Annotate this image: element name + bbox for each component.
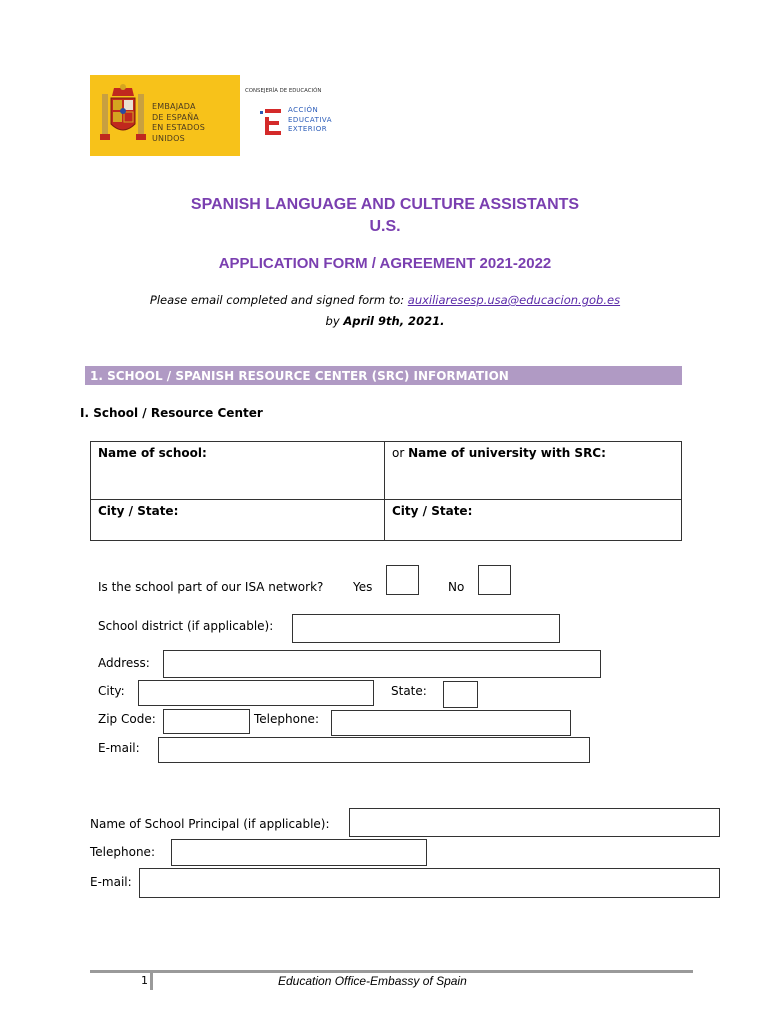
school-district-field[interactable]	[292, 614, 560, 643]
accion-educativa-icon	[260, 109, 284, 137]
document-title: SPANISH LANGUAGE AND CULTURE ASSISTANTS	[190, 196, 580, 213]
telephone-field[interactable]	[331, 710, 571, 736]
telephone-label: Telephone:	[254, 712, 319, 726]
city-state-label: City / State:	[98, 504, 179, 518]
isa-network-question: Is the school part of our ISA network?	[98, 580, 324, 594]
city-field[interactable]	[138, 680, 374, 706]
embassy-logo-panel	[90, 75, 240, 156]
footer-page-divider	[150, 970, 153, 990]
name-of-school-label: Name of school:	[98, 446, 207, 460]
page-number: 1	[141, 974, 148, 987]
university-label: or Name of university with SRC:	[392, 446, 606, 460]
submission-deadline: by April 9th, 2021.	[325, 314, 445, 328]
state-label: State:	[391, 684, 427, 698]
school-city-state-field[interactable]	[92, 520, 382, 538]
zip-code-label: Zip Code:	[98, 712, 156, 726]
deadline-date: April 9th, 2021.	[343, 314, 445, 328]
principal-telephone-field[interactable]	[171, 839, 427, 866]
table-divider	[90, 499, 681, 500]
coat-of-arms-icon	[100, 84, 146, 146]
src-city-state-label: City / State:	[392, 504, 473, 518]
consejeria-label: CONSEJERÍA DE EDUCACIÓN	[245, 88, 322, 94]
education-logo-panel	[240, 75, 341, 156]
isa-no-checkbox[interactable]	[478, 565, 511, 595]
principal-email-label: E-mail:	[90, 875, 132, 889]
footer-rule	[90, 970, 693, 973]
isa-no-label: No	[448, 580, 465, 594]
principal-name-field[interactable]	[349, 808, 720, 837]
table-divider	[384, 441, 385, 540]
university-name-field[interactable]	[387, 463, 679, 497]
address-label: Address:	[98, 656, 150, 670]
state-field[interactable]	[443, 681, 478, 708]
zip-code-field[interactable]	[163, 709, 250, 734]
isa-yes-label: Yes	[353, 580, 373, 594]
isa-yes-checkbox[interactable]	[386, 565, 419, 595]
principal-telephone-label: Telephone:	[90, 845, 155, 859]
footer-text: Education Office-Embassy of Spain	[278, 974, 467, 988]
section-title: 1. SCHOOL / SPANISH RESOURCE CENTER (SRC) INFORMATION	[90, 369, 509, 383]
address-field[interactable]	[163, 650, 601, 678]
city-label: City:	[98, 684, 125, 698]
email-label: E-mail:	[98, 741, 140, 755]
accion-educativa-name: ACCIÓN EDUCATIVA EXTERIOR	[288, 106, 333, 133]
school-district-label: School district (if applicable):	[98, 619, 274, 633]
document-subtitle: APPLICATION FORM / AGREEMENT 2021-2022	[218, 255, 552, 272]
school-name-field[interactable]	[92, 463, 382, 497]
embassy-logo	[90, 75, 341, 156]
document-title-country: U.S.	[369, 218, 401, 235]
submission-email-link[interactable]: auxiliaresesp.usa@educacion.gob.es	[407, 293, 621, 307]
subsection-heading: I. School / Resource Center	[80, 406, 263, 420]
principal-email-field[interactable]	[139, 868, 720, 898]
email-field[interactable]	[158, 737, 590, 763]
submission-instructions: Please email completed and signed form to: auxiliaresesp.usa@educacion.gob.es	[149, 293, 621, 307]
embassy-name: EMBAJADA DE ESPAÑA EN ESTADOS UNIDOS	[152, 102, 205, 143]
src-city-state-field[interactable]	[387, 520, 679, 538]
principal-name-label: Name of School Principal (if applicable):	[90, 817, 330, 831]
